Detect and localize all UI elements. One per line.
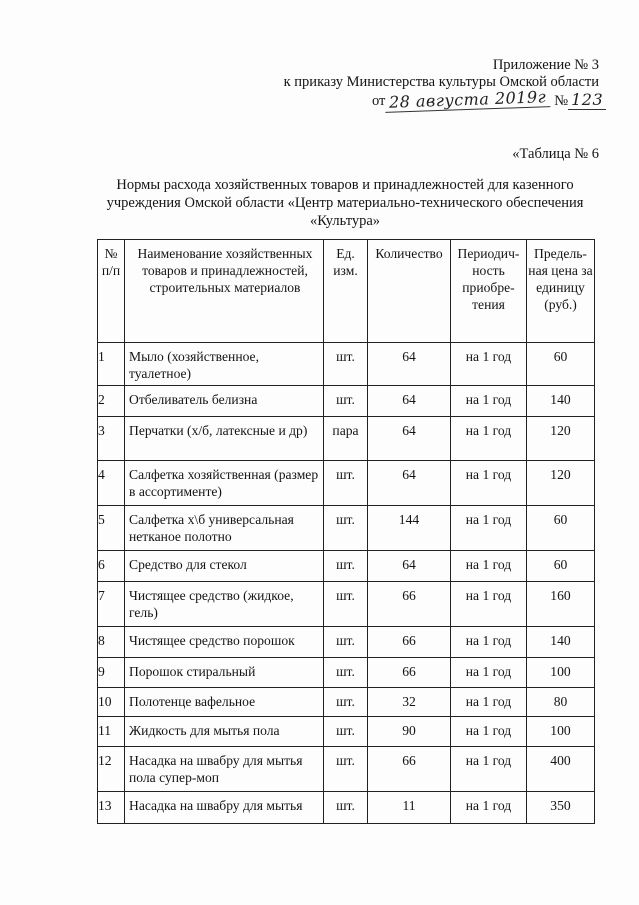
cell-qty: 66 <box>368 747 451 792</box>
cell-period: на 1 год <box>451 627 527 658</box>
table-row <box>98 417 595 461</box>
cell-num: 7 <box>98 582 125 627</box>
cell-name: Отбеливатель белизна <box>125 386 324 417</box>
cell-unit: шт. <box>324 747 368 792</box>
appendix-title: Приложение № 3 <box>492 57 599 73</box>
cell-num: 1 <box>98 343 125 386</box>
cell-price: 350 <box>527 792 595 824</box>
cell-unit: пара <box>324 417 368 461</box>
header-qty: Количество <box>368 240 451 343</box>
cell-period: на 1 год <box>451 658 527 688</box>
header-name: Наименование хозяйственных товаров и принадлежностей, строительных материалов <box>125 240 324 343</box>
cell-qty: 144 <box>368 506 451 551</box>
cell-price: 140 <box>527 386 595 417</box>
cell-num: 13 <box>98 792 125 824</box>
cell-num: 12 <box>98 747 125 792</box>
cell-name: Полотенце вафельное <box>125 688 324 717</box>
cell-name: Чистящее средство (жидкое, гель) <box>125 582 324 627</box>
cell-period: на 1 год <box>451 747 527 792</box>
document-title: Нормы расхода хозяйственных товаров и принадлежностей для казенного учреждения Омской области «Центр материально-технического обеспечения «Культура» <box>106 177 584 229</box>
cell-price: 160 <box>527 582 595 627</box>
cell-qty: 32 <box>368 688 451 717</box>
header-period: Периодич-ность приобре-тения <box>451 240 527 343</box>
cell-num: 11 <box>98 717 125 747</box>
table-caption: «Таблица № 6 <box>512 146 599 162</box>
cell-qty: 64 <box>368 417 451 461</box>
cell-qty: 64 <box>368 461 451 506</box>
table-row <box>98 747 595 792</box>
cell-unit: шт. <box>324 343 368 386</box>
cell-qty: 11 <box>368 792 451 824</box>
cell-num: 8 <box>98 627 125 658</box>
handwritten-order-number: 123 <box>568 90 606 110</box>
cell-name: Насадка на швабру для мытья <box>125 792 324 824</box>
cell-unit: шт. <box>324 627 368 658</box>
header-unit: Ед. изм. <box>324 240 368 343</box>
cell-price: 100 <box>527 658 595 688</box>
cell-period: на 1 год <box>451 717 527 747</box>
cell-period: на 1 год <box>451 461 527 506</box>
cell-period: на 1 год <box>451 506 527 551</box>
handwritten-order-date: 28 августа 2019г <box>385 87 551 113</box>
cell-name: Перчатки (х/б, латексные и др) <box>125 417 324 461</box>
cell-num: 5 <box>98 506 125 551</box>
cell-name: Насадка на швабру для мытья пола супер-моп <box>125 747 324 792</box>
cell-name: Порошок стиральный <box>125 658 324 688</box>
cell-num: 4 <box>98 461 125 506</box>
table-row <box>98 792 595 824</box>
cell-name: Чистящее средство порошок <box>125 627 324 658</box>
table-row <box>98 506 595 551</box>
cell-qty: 64 <box>368 386 451 417</box>
cell-unit: шт. <box>324 792 368 824</box>
order-number-prefix: № <box>554 93 569 109</box>
table-row <box>98 582 595 627</box>
cell-num: 9 <box>98 658 125 688</box>
cell-price: 60 <box>527 343 595 386</box>
appendix-header <box>284 57 599 91</box>
cell-num: 10 <box>98 688 125 717</box>
cell-unit: шт. <box>324 582 368 627</box>
cell-name: Салфетка хозяйственная (размер в ассортименте) <box>125 461 324 506</box>
cell-qty: 64 <box>368 551 451 582</box>
cell-qty: 66 <box>368 658 451 688</box>
cell-price: 80 <box>527 688 595 717</box>
cell-unit: шт. <box>324 551 368 582</box>
cell-price: 60 <box>527 506 595 551</box>
table-row <box>98 551 595 582</box>
table-row <box>98 627 595 658</box>
cell-qty: 66 <box>368 627 451 658</box>
order-reference <box>372 87 606 112</box>
cell-unit: шт. <box>324 688 368 717</box>
cell-unit: шт. <box>324 461 368 506</box>
cell-name: Жидкость для мытья пола <box>125 717 324 747</box>
cell-period: на 1 год <box>451 792 527 824</box>
cell-period: на 1 год <box>451 582 527 627</box>
cell-num: 2 <box>98 386 125 417</box>
header-num: № п/п <box>98 240 125 343</box>
table-row <box>98 658 595 688</box>
cell-name: Средство для стекол <box>125 551 324 582</box>
table-row <box>98 688 595 717</box>
table-row <box>98 717 595 747</box>
cell-period: на 1 год <box>451 417 527 461</box>
cell-qty: 66 <box>368 582 451 627</box>
cell-name: Мыло (хозяйственное, туалетное) <box>125 343 324 386</box>
cell-price: 140 <box>527 627 595 658</box>
table-row <box>98 386 595 417</box>
cell-num: 3 <box>98 417 125 461</box>
cell-qty: 64 <box>368 343 451 386</box>
cell-period: на 1 год <box>451 386 527 417</box>
table-row <box>98 343 595 386</box>
order-from-prefix: от <box>372 93 386 109</box>
cell-price: 100 <box>527 717 595 747</box>
table-header-row <box>98 240 595 343</box>
cell-price: 400 <box>527 747 595 792</box>
cell-price: 120 <box>527 461 595 506</box>
cell-period: на 1 год <box>451 343 527 386</box>
cell-price: 120 <box>527 417 595 461</box>
cell-unit: шт. <box>324 386 368 417</box>
cell-num: 6 <box>98 551 125 582</box>
cell-name: Салфетка х\б универсальная нетканое полотно <box>125 506 324 551</box>
header-price: Предель-ная цена за единицу (руб.) <box>527 240 595 343</box>
cell-unit: шт. <box>324 658 368 688</box>
cell-unit: шт. <box>324 506 368 551</box>
cell-period: на 1 год <box>451 551 527 582</box>
cell-period: на 1 год <box>451 688 527 717</box>
cell-qty: 90 <box>368 717 451 747</box>
cell-price: 60 <box>527 551 595 582</box>
cell-unit: шт. <box>324 717 368 747</box>
appendix-subtitle: к приказу Министерства культуры Омской области <box>283 74 599 90</box>
table-row <box>98 461 595 506</box>
norms-table <box>97 239 595 824</box>
